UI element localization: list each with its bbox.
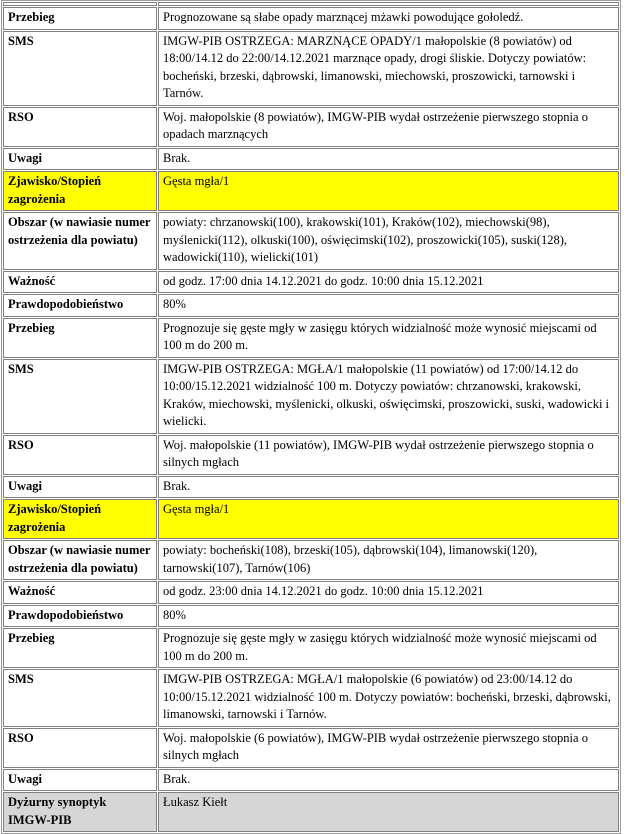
field-label: Obszar (w nawiasie numer ostrzeżenia dla powiatu) [3,540,157,580]
table-row [3,435,619,475]
field-label [3,2,157,6]
field-label: RSO [3,728,157,768]
field-label: Uwagi [3,148,157,171]
field-label: Przebieg [3,318,157,358]
table-row [3,212,619,270]
table-row [3,628,619,668]
field-value: Gęsta mgła/1 [158,171,619,211]
table-row [3,728,619,768]
table-row [3,769,619,792]
field-label: Zjawisko/Stopień zagrożenia [3,171,157,211]
field-value [158,2,619,6]
field-value: 80% [158,605,619,628]
table-row [3,669,619,727]
field-value: Woj. małopolskie (8 powiatów), IMGW-PIB wydał ostrzeżenie pierwszego stopnia o opadach marznących [158,107,619,147]
field-value: Brak. [158,769,619,792]
field-value: od godz. 17:00 dnia 14.12.2021 do godz. 10:00 dnia 15.12.2021 [158,271,619,294]
table-row [3,171,619,211]
field-label: SMS [3,31,157,106]
field-value: IMGW-PIB OSTRZEGA: MGŁA/1 małopolskie (11 powiatów) od 17:00/14.12 do 10:00/15.12.2021 widzialność 100 m. Dotyczy powiatów: chrzanowski, krakowski, Kraków, miechowski, myślenicki, olkuski, oświęcimski, proszowicki, suski, wadowicki i wielicki. [158,359,619,434]
field-value: Prognozuje się gęste mgły w zasięgu których widzialność może wynosić miejscami od 100 m do 200 m. [158,628,619,668]
table-row [3,499,619,539]
field-value: Prognozuje się gęste mgły w zasięgu których widzialność może wynosić miejscami od 100 m do 200 m. [158,318,619,358]
warning-table-body [3,2,619,832]
field-value: 80% [158,294,619,317]
field-label: Przebieg [3,7,157,30]
field-label: Ważność [3,581,157,604]
field-value: Woj. małopolskie (6 powiatów), IMGW-PIB wydał ostrzeżenie pierwszego stopnia o silnych mgłach [158,728,619,768]
field-label: Ważność [3,271,157,294]
field-label: RSO [3,435,157,475]
field-value: powiaty: chrzanowski(100), krakowski(101), Kraków(102), miechowski(98), myślenicki(112), olkuski(100), oświęcimski(102), proszowicki(105), suski(128), wadowicki(110), wielicki(101) [158,212,619,270]
table-row [3,359,619,434]
table-row [3,31,619,106]
table-row [3,2,619,6]
table-row [3,148,619,171]
table-row [3,271,619,294]
field-value: Brak. [158,148,619,171]
field-value: od godz. 23:00 dnia 14.12.2021 do godz. 10:00 dnia 15.12.2021 [158,581,619,604]
field-label: Prawdopodobieństwo [3,605,157,628]
field-value: Woj. małopolskie (11 powiatów), IMGW-PIB wydał ostrzeżenie pierwszego stopnia o silnych mgłach [158,435,619,475]
field-label: RSO [3,107,157,147]
table-row [3,107,619,147]
field-label: SMS [3,669,157,727]
table-row [3,294,619,317]
table-row [3,540,619,580]
table-row [3,605,619,628]
field-value: IMGW-PIB OSTRZEGA: MGŁA/1 małopolskie (6 powiatów) od 23:00/14.12 do 10:00/15.12.2021 widzialność 100 m. Dotyczy powiatów: bocheński, brzeski, dąbrowski, limanowski, tarnowski i Tarnów. [158,669,619,727]
field-label: Uwagi [3,769,157,792]
warning-table [1,0,621,834]
table-row [3,581,619,604]
field-label: Przebieg [3,628,157,668]
field-value: powiaty: bocheński(108), brzeski(105), dąbrowski(104), limanowski(120), tarnowski(107), Tarnów(106) [158,540,619,580]
field-value: Prognozowane są słabe opady marznącej mżawki powodujące gołoledź. [158,7,619,30]
table-row [3,318,619,358]
field-label: Obszar (w nawiasie numer ostrzeżenia dla powiatu) [3,212,157,270]
field-label: Uwagi [3,476,157,499]
field-value: Brak. [158,476,619,499]
field-value: Łukasz Kiełt [158,792,619,832]
field-label: SMS [3,359,157,434]
field-label: Dyżurny synoptyk IMGW-PIB [3,792,157,832]
field-label: Prawdopodobieństwo [3,294,157,317]
table-row [3,792,619,832]
field-value: IMGW-PIB OSTRZEGA: MARZNĄCE OPADY/1 małopolskie (8 powiatów) od 18:00/14.12 do 22:00/14.12.2021 marznące opady, drogi śliskie. Dotyczy powiatów: bocheński, brzeski, dąbrowski, limanowski, miechowski, proszowicki, tarnowski i Tarnów. [158,31,619,106]
table-row [3,476,619,499]
field-value: Gęsta mgła/1 [158,499,619,539]
table-row [3,7,619,30]
field-label: Zjawisko/Stopień zagrożenia [3,499,157,539]
